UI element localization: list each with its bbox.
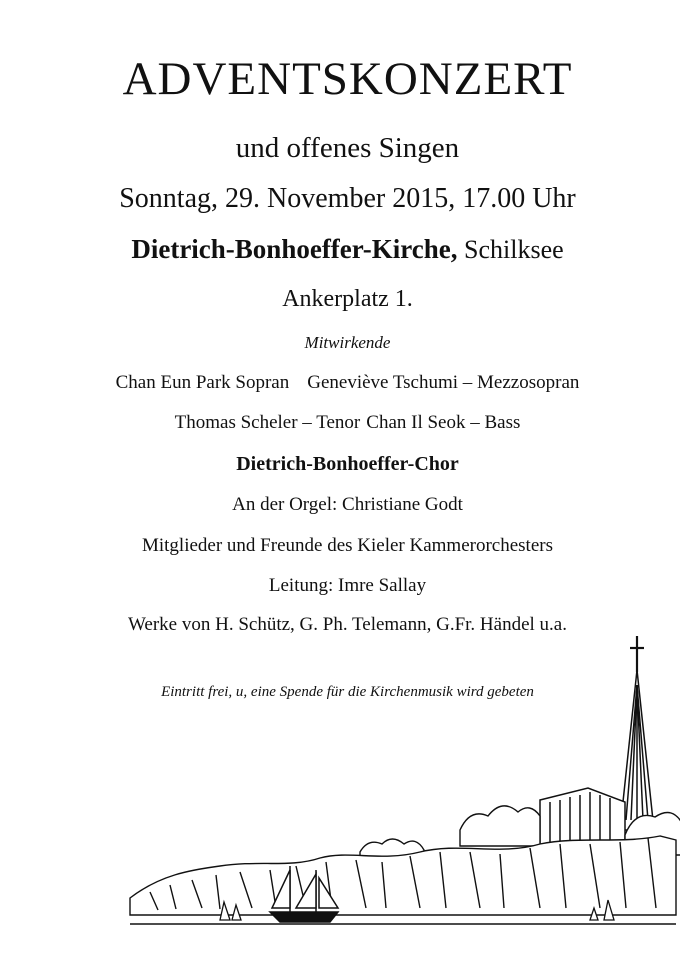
- soloist-tenor: Thomas Scheler – Tenor: [174, 412, 361, 433]
- church-coast-illustration: [120, 630, 680, 930]
- choir: Dietrich-Bonhoeffer-Chor: [236, 453, 459, 475]
- poster-title: ADVENTSKONZERT: [122, 53, 573, 105]
- church-building: [540, 788, 625, 845]
- works: Werke von H. Schütz, G. Ph. Telemann, G.Fr. Händel u.a.: [128, 614, 567, 635]
- venue-address: Ankerplatz 1.: [282, 286, 413, 312]
- performers-heading: Mitwirkende: [304, 333, 391, 352]
- soloists-row-2: [0, 412, 695, 434]
- cross-icon: [630, 636, 644, 672]
- organist: An der Orgel: Christiane Godt: [232, 494, 463, 515]
- conductor: Leitung: Imre Sallay: [268, 575, 427, 596]
- soloist-soprano: Chan Eun Park Sopran: [115, 372, 290, 393]
- event-date: Sonntag, 29. November 2015, 17.00 Uhr: [119, 183, 576, 214]
- soloists-row-1: [0, 372, 695, 394]
- poster-subtitle: und offenes Singen: [235, 132, 460, 164]
- soloist-bass: Chan Il Seok – Bass: [366, 412, 521, 433]
- venue: [0, 234, 695, 265]
- venue-church: Dietrich-Bonhoeffer-Kirche,: [131, 234, 458, 264]
- orchestra: Mitglieder und Freunde des Kieler Kammerorchesters: [141, 535, 553, 556]
- venue-district: Schilksee: [464, 235, 564, 264]
- entry-note: Eintritt frei, u, eine Spende für die Kirchenmusik wird gebeten: [161, 684, 534, 700]
- soloist-mezzo: Geneviève Tschumi – Mezzosopran: [307, 372, 580, 393]
